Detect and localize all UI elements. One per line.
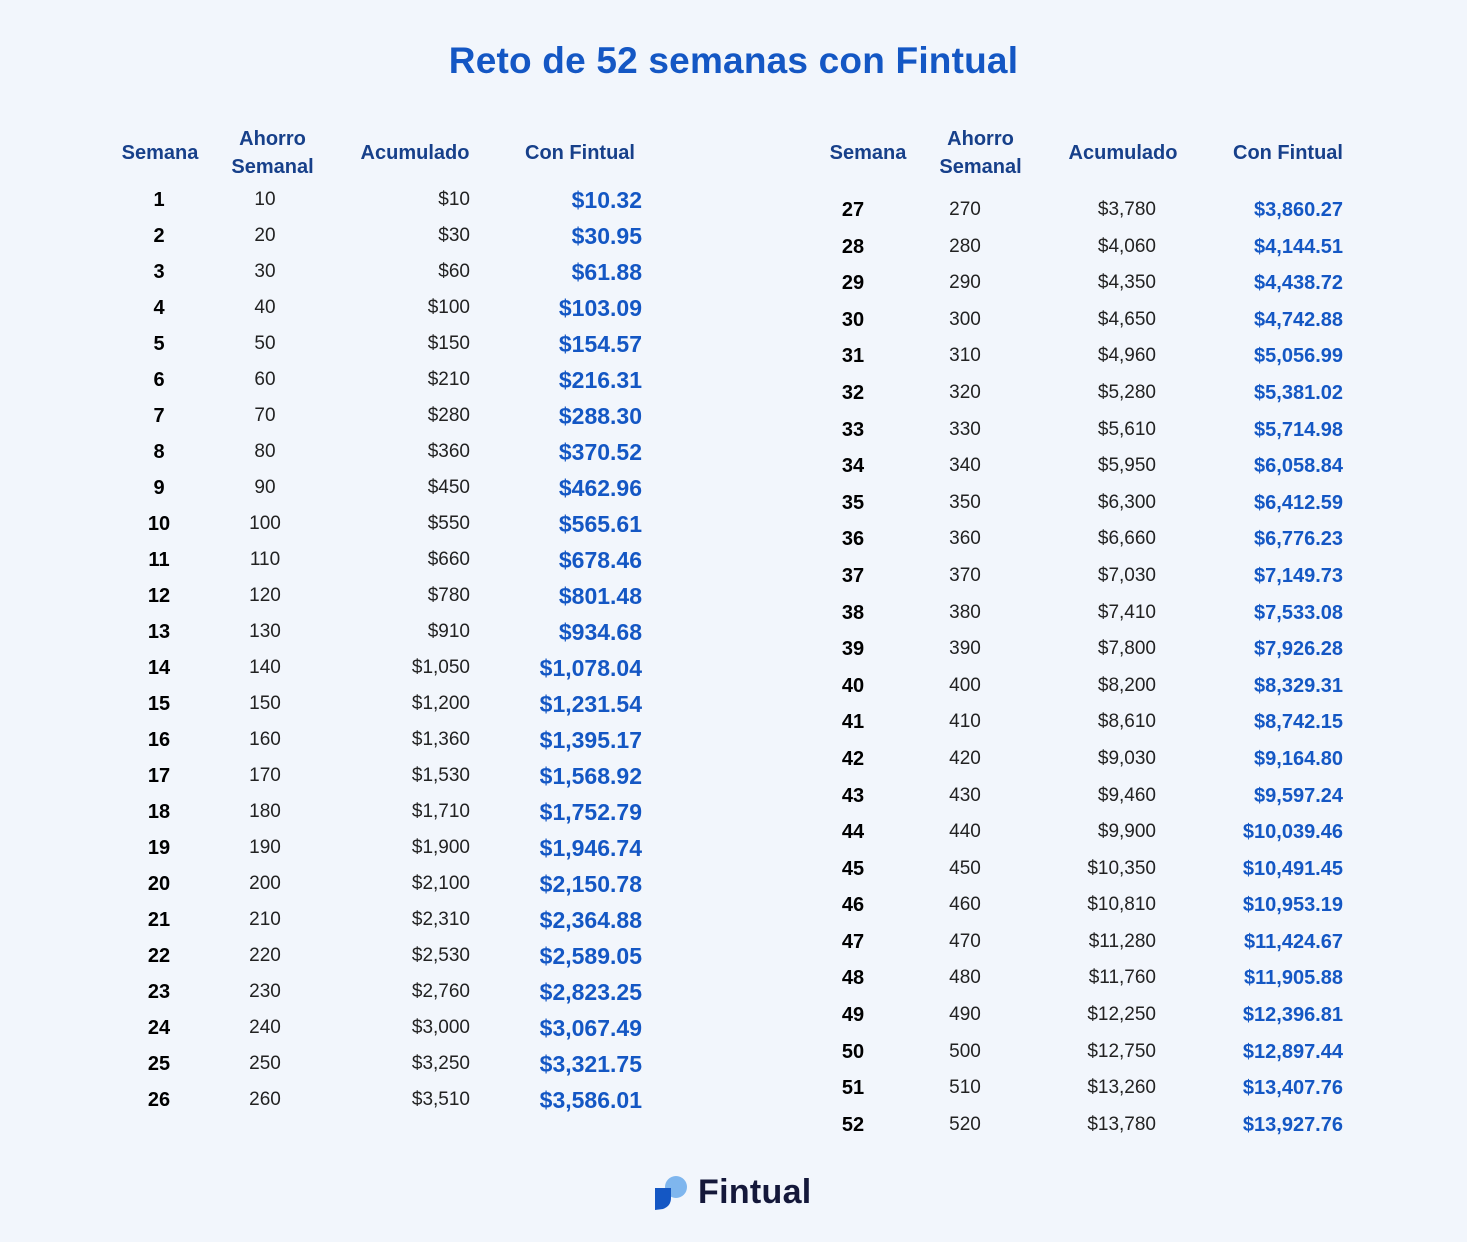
cell-con-fintual: $4,742.88 — [1254, 308, 1343, 331]
cell-semana: 9 — [153, 477, 165, 499]
page-title: Reto de 52 semanas con Fintual — [448, 40, 1019, 81]
cell-con-fintual: $13,927.76 — [1242, 1113, 1343, 1136]
cell-con-fintual: $1,231.54 — [539, 691, 642, 717]
cell-acumulado: $2,100 — [411, 873, 470, 894]
cell-semana: 11 — [148, 549, 170, 571]
cell-con-fintual: $30.95 — [571, 223, 642, 249]
cell-semana: 38 — [841, 601, 865, 624]
cell-ahorro-semanal: 400 — [949, 674, 981, 696]
cell-semana: 52 — [841, 1113, 865, 1136]
header-semana: Semana — [121, 142, 199, 164]
cell-ahorro-semanal: 510 — [949, 1077, 981, 1099]
cell-acumulado: $1,200 — [411, 693, 470, 714]
cell-ahorro-semanal: 160 — [249, 729, 281, 750]
cell-acumulado: $1,900 — [411, 837, 470, 858]
cell-semana: 34 — [841, 455, 865, 478]
cell-ahorro-semanal: 280 — [949, 235, 981, 257]
cell-semana: 48 — [841, 967, 865, 990]
cell-con-fintual: $8,329.31 — [1254, 674, 1343, 697]
cell-semana: 30 — [841, 308, 865, 331]
cell-con-fintual: $154.57 — [558, 331, 642, 357]
cell-acumulado: $8,200 — [1097, 674, 1156, 696]
cell-con-fintual: $2,823.25 — [539, 979, 642, 1005]
cell-ahorro-semanal: 350 — [949, 491, 981, 513]
cell-ahorro-semanal: 80 — [254, 441, 276, 462]
cell-ahorro-semanal: 120 — [249, 585, 281, 606]
cell-semana: 26 — [147, 1089, 171, 1111]
cell-con-fintual: $10,953.19 — [1242, 894, 1343, 917]
cell-con-fintual: $11,424.67 — [1244, 930, 1343, 953]
cell-semana: 42 — [841, 747, 865, 770]
cell-ahorro-semanal: 20 — [254, 225, 276, 246]
cell-acumulado: $10,810 — [1087, 894, 1156, 916]
cell-semana: 24 — [147, 1017, 171, 1039]
cell-acumulado: $7,030 — [1097, 564, 1156, 586]
cell-semana: 6 — [153, 369, 165, 391]
cell-acumulado: $1,050 — [411, 657, 470, 678]
cell-con-fintual: $8,742.15 — [1254, 711, 1343, 734]
cell-ahorro-semanal: 420 — [949, 747, 981, 769]
cell-ahorro-semanal: 300 — [949, 308, 981, 330]
cell-ahorro-semanal: 170 — [249, 765, 281, 786]
cell-semana: 27 — [841, 199, 865, 221]
cell-semana: 39 — [841, 638, 865, 661]
cell-semana: 45 — [841, 857, 865, 880]
cell-ahorro-semanal: 410 — [949, 711, 981, 733]
header-acumulado: Acumulado — [1068, 142, 1178, 164]
cell-con-fintual: $288.30 — [558, 403, 642, 429]
cell-con-fintual: $6,412.59 — [1254, 491, 1343, 514]
cell-semana: 32 — [841, 381, 865, 404]
cell-con-fintual: $10.32 — [571, 187, 642, 213]
cell-acumulado: $7,410 — [1097, 601, 1156, 623]
cell-acumulado: $11,280 — [1088, 930, 1156, 952]
cell-ahorro-semanal: 90 — [254, 477, 276, 498]
cell-semana: 17 — [147, 765, 171, 787]
cell-semana: 5 — [153, 333, 165, 355]
cell-ahorro-semanal: 60 — [254, 369, 276, 390]
cell-ahorro-semanal: 250 — [249, 1053, 281, 1074]
cell-semana: 7 — [153, 405, 165, 427]
cell-con-fintual: $4,144.51 — [1254, 235, 1343, 258]
cell-ahorro-semanal: 330 — [949, 418, 981, 440]
cell-semana: 47 — [841, 930, 865, 953]
cell-semana: 4 — [153, 297, 165, 319]
cell-semana: 23 — [147, 981, 171, 1003]
cell-semana: 33 — [841, 418, 865, 441]
cell-acumulado: $660 — [427, 549, 470, 570]
cell-con-fintual: $5,714.98 — [1254, 418, 1343, 441]
cell-acumulado: $12,750 — [1087, 1040, 1156, 1062]
cell-con-fintual: $370.52 — [558, 439, 642, 465]
cell-acumulado: $910 — [427, 621, 470, 642]
cell-semana: 19 — [147, 837, 171, 859]
cell-acumulado: $10 — [438, 189, 470, 210]
cell-semana: 41 — [841, 711, 865, 734]
cell-ahorro-semanal: 40 — [254, 297, 276, 318]
cell-ahorro-semanal: 430 — [949, 784, 981, 806]
cell-acumulado: $60 — [438, 261, 470, 282]
cell-semana: 22 — [147, 945, 171, 967]
cell-con-fintual: $61.88 — [571, 259, 642, 285]
cell-semana: 36 — [841, 528, 865, 551]
cell-con-fintual: $6,058.84 — [1254, 455, 1343, 478]
cell-ahorro-semanal: 370 — [949, 564, 981, 586]
cell-acumulado: $6,660 — [1097, 528, 1156, 550]
cell-ahorro-semanal: 480 — [949, 967, 981, 989]
cell-acumulado: $30 — [438, 225, 470, 246]
cell-acumulado: $4,350 — [1097, 272, 1156, 294]
cell-acumulado: $1,530 — [411, 765, 470, 786]
fintual-logo-icon — [652, 1174, 688, 1210]
cell-con-fintual: $801.48 — [558, 583, 642, 609]
cell-acumulado: $1,710 — [411, 801, 470, 822]
cell-semana: 10 — [147, 513, 171, 535]
cell-con-fintual: $12,396.81 — [1242, 1004, 1343, 1027]
cell-acumulado: $360 — [427, 441, 470, 462]
cell-con-fintual: $3,586.01 — [539, 1087, 642, 1113]
cell-acumulado: $2,310 — [411, 909, 470, 930]
cell-con-fintual: $2,150.78 — [539, 871, 642, 897]
cell-con-fintual: $103.09 — [558, 295, 642, 321]
cell-ahorro-semanal: 270 — [949, 199, 981, 220]
cell-con-fintual: $1,395.17 — [539, 727, 642, 753]
brand-footer — [652, 1172, 812, 1212]
cell-acumulado: $3,000 — [411, 1017, 470, 1038]
cell-semana: 16 — [147, 729, 171, 751]
cell-con-fintual: $11,905.88 — [1244, 967, 1343, 990]
cell-acumulado: $12,250 — [1087, 1004, 1156, 1026]
cell-acumulado: $5,950 — [1097, 455, 1156, 477]
cell-ahorro-semanal: 30 — [254, 261, 276, 282]
cell-ahorro-semanal: 210 — [249, 909, 281, 930]
cell-acumulado: $6,300 — [1097, 491, 1156, 513]
cell-ahorro-semanal: 10 — [254, 189, 276, 210]
cell-semana: 37 — [841, 564, 865, 587]
cell-semana: 15 — [147, 693, 171, 715]
cell-ahorro-semanal: 490 — [949, 1004, 981, 1026]
cell-semana: 14 — [147, 657, 171, 679]
header-acumulado: Acumulado — [360, 142, 470, 164]
cell-con-fintual: $462.96 — [558, 475, 642, 501]
cell-acumulado: $11,760 — [1088, 967, 1156, 989]
cell-ahorro-semanal: 190 — [249, 837, 281, 858]
cell-con-fintual: $934.68 — [558, 619, 642, 645]
cell-semana: 49 — [841, 1004, 865, 1027]
cell-ahorro-semanal: 110 — [249, 549, 281, 570]
cell-semana: 50 — [841, 1040, 865, 1063]
cell-semana: 20 — [147, 873, 171, 895]
cell-ahorro-semanal: 460 — [949, 894, 981, 916]
cell-acumulado: $1,360 — [411, 729, 470, 750]
cell-con-fintual: $6,776.23 — [1254, 528, 1343, 551]
cell-ahorro-semanal: 320 — [949, 381, 981, 403]
cell-acumulado: $100 — [427, 297, 470, 318]
cell-semana: 3 — [153, 261, 165, 283]
cell-con-fintual: $1,078.04 — [539, 655, 642, 681]
cell-semana: 13 — [147, 621, 171, 643]
cell-acumulado: $13,260 — [1087, 1077, 1156, 1099]
cell-acumulado: $280 — [427, 405, 470, 426]
cell-ahorro-semanal: 310 — [949, 345, 981, 367]
cell-ahorro-semanal: 70 — [254, 405, 276, 426]
cell-ahorro-semanal: 340 — [949, 455, 981, 477]
cell-semana: 18 — [147, 801, 171, 823]
cell-semana: 40 — [841, 674, 865, 697]
cell-acumulado: $10,350 — [1087, 857, 1156, 879]
cell-semana: 2 — [153, 225, 165, 247]
cell-ahorro-semanal: 380 — [949, 601, 981, 623]
cell-ahorro-semanal: 450 — [949, 857, 981, 879]
cell-con-fintual: $10,039.46 — [1242, 821, 1343, 844]
cell-con-fintual: $7,926.28 — [1254, 638, 1343, 661]
cell-con-fintual: $565.61 — [558, 511, 642, 537]
cell-con-fintual: $2,589.05 — [539, 943, 642, 969]
cell-acumulado: $2,760 — [411, 981, 470, 1002]
cell-acumulado: $9,900 — [1097, 821, 1156, 843]
header-semana: Semana — [829, 142, 907, 164]
cell-acumulado: $4,060 — [1097, 235, 1156, 257]
cell-semana: 43 — [841, 784, 865, 807]
brand-name: Fintual — [698, 1172, 812, 1211]
cell-con-fintual: $4,438.72 — [1254, 272, 1343, 295]
cell-ahorro-semanal: 180 — [249, 801, 281, 822]
cell-semana: 29 — [841, 272, 865, 295]
cell-ahorro-semanal: 260 — [249, 1089, 281, 1110]
cell-con-fintual: $2,364.88 — [539, 907, 642, 933]
cell-acumulado: $7,800 — [1097, 638, 1156, 660]
cell-acumulado: $450 — [427, 477, 470, 498]
cell-acumulado: $9,460 — [1097, 784, 1156, 806]
cell-ahorro-semanal: 140 — [249, 657, 281, 678]
cell-con-fintual: $13,407.76 — [1242, 1077, 1343, 1100]
cell-semana: 12 — [147, 585, 171, 607]
cell-con-fintual: $3,321.75 — [539, 1051, 642, 1077]
cell-semana: 28 — [841, 235, 865, 258]
header-con-fintual: Con Fintual — [525, 142, 635, 164]
cell-ahorro-semanal: 290 — [949, 272, 981, 294]
cell-semana: 35 — [841, 491, 865, 514]
cell-con-fintual: $10,491.45 — [1242, 857, 1343, 880]
cell-ahorro-semanal: 520 — [949, 1113, 981, 1135]
cell-semana: 25 — [147, 1053, 171, 1075]
cell-acumulado: $13,780 — [1087, 1113, 1156, 1135]
cell-ahorro-semanal: 150 — [249, 693, 281, 714]
cell-con-fintual: $678.46 — [558, 547, 642, 573]
cell-acumulado: $780 — [427, 585, 470, 606]
cell-con-fintual: $3,067.49 — [539, 1015, 642, 1041]
cell-con-fintual: $9,164.80 — [1254, 747, 1343, 770]
cell-ahorro-semanal: 130 — [249, 621, 281, 642]
header-ahorro-semanal: Ahorro Semanal — [231, 128, 314, 178]
cell-con-fintual: $9,597.24 — [1254, 784, 1343, 807]
cell-acumulado: $2,530 — [411, 945, 470, 966]
cell-ahorro-semanal: 230 — [249, 981, 281, 1002]
cell-ahorro-semanal: 50 — [254, 333, 276, 354]
cell-semana: 1 — [153, 189, 165, 211]
cell-acumulado: $3,780 — [1097, 199, 1156, 220]
cell-ahorro-semanal: 200 — [249, 873, 281, 894]
cell-ahorro-semanal: 440 — [949, 821, 981, 843]
cell-semana: 21 — [147, 909, 171, 931]
cell-con-fintual: $1,946.74 — [539, 835, 642, 861]
cell-con-fintual: $3,860.27 — [1254, 199, 1343, 221]
header-con-fintual: Con Fintual — [1233, 142, 1343, 164]
cell-acumulado: $550 — [427, 513, 470, 534]
cell-semana: 46 — [841, 894, 865, 917]
cell-ahorro-semanal: 470 — [949, 930, 981, 952]
cell-ahorro-semanal: 360 — [949, 528, 981, 550]
cell-semana: 31 — [841, 345, 865, 368]
cell-ahorro-semanal: 500 — [949, 1040, 981, 1062]
cell-con-fintual: $7,149.73 — [1254, 564, 1343, 587]
cell-acumulado: $210 — [427, 369, 470, 390]
cell-con-fintual: $1,752.79 — [539, 799, 642, 825]
cell-acumulado: $5,610 — [1097, 418, 1156, 440]
header-ahorro-semanal: Ahorro Semanal — [939, 128, 1022, 178]
cell-acumulado: $4,960 — [1097, 345, 1156, 367]
cell-acumulado: $8,610 — [1097, 711, 1156, 733]
cell-con-fintual: $5,381.02 — [1254, 381, 1343, 404]
cell-con-fintual: $5,056.99 — [1254, 345, 1343, 368]
cell-acumulado: $4,650 — [1097, 308, 1156, 330]
cell-acumulado: $3,510 — [411, 1089, 470, 1110]
cell-con-fintual: $216.31 — [558, 367, 642, 393]
cell-con-fintual: $1,568.92 — [539, 763, 642, 789]
cell-semana: 44 — [841, 821, 865, 844]
cell-acumulado: $150 — [427, 333, 470, 354]
cell-acumulado: $5,280 — [1097, 381, 1156, 403]
cell-con-fintual: $12,897.44 — [1242, 1040, 1343, 1063]
cell-acumulado: $3,250 — [411, 1053, 470, 1074]
cell-ahorro-semanal: 390 — [949, 638, 981, 660]
cell-ahorro-semanal: 220 — [249, 945, 281, 966]
cell-semana: 8 — [153, 441, 165, 463]
cell-semana: 51 — [841, 1077, 865, 1100]
cell-ahorro-semanal: 240 — [249, 1017, 281, 1038]
cell-ahorro-semanal: 100 — [249, 513, 281, 534]
cell-con-fintual: $7,533.08 — [1254, 601, 1343, 624]
cell-acumulado: $9,030 — [1097, 747, 1156, 769]
